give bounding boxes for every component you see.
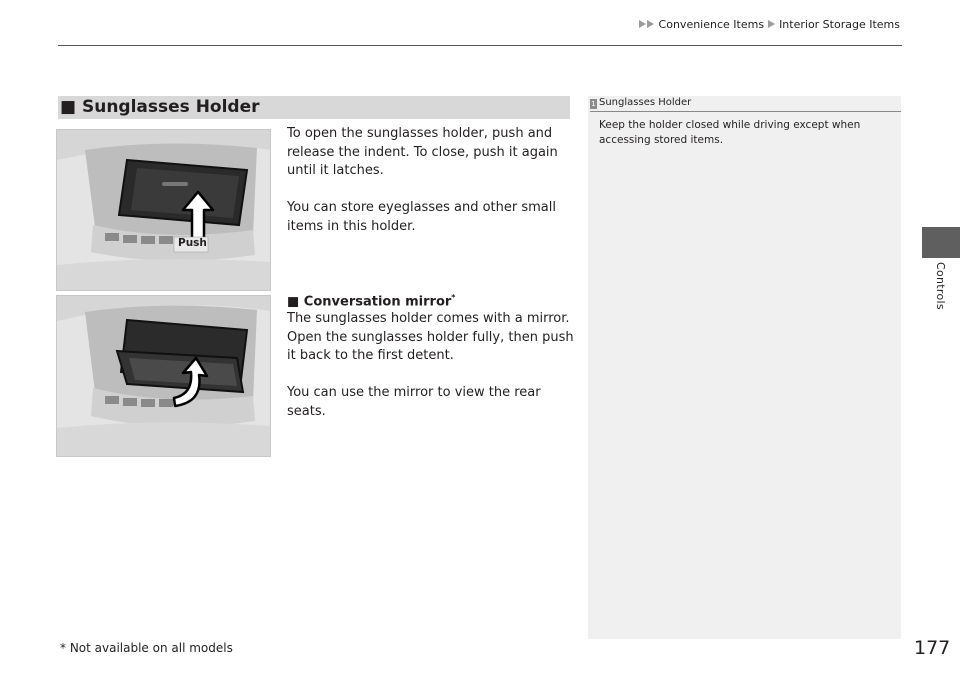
note-divider <box>590 111 901 112</box>
conversation-mirror-image <box>56 295 271 457</box>
holder-illustration <box>57 130 270 290</box>
mirror-illustration <box>57 296 270 456</box>
triangle-icon <box>639 20 646 28</box>
page-number: 177 <box>914 637 951 659</box>
breadcrumb <box>639 18 900 31</box>
mirror-use-paragraph: You can use the mirror to view the rear seats. <box>287 385 541 419</box>
footnote: * Not available on all models <box>60 641 233 655</box>
chapter-tab-label <box>922 262 960 322</box>
subsection-title-text: ■ Conversation mirror <box>287 294 452 310</box>
section-title: ■ Sunglasses Holder <box>60 97 260 117</box>
header-divider <box>58 45 902 46</box>
note-heading-text: Sunglasses Holder <box>599 97 692 108</box>
sunglasses-holder-push-image <box>56 129 271 291</box>
breadcrumb-item[interactable]: Interior Storage Items <box>779 18 900 31</box>
note-marker-icon: 1 <box>591 100 596 108</box>
availability-asterisk: * <box>451 293 456 302</box>
note-heading <box>590 97 691 109</box>
note-panel <box>588 96 901 639</box>
subsection-title <box>287 293 455 309</box>
breadcrumb-item[interactable]: Convenience Items <box>658 18 765 31</box>
chapter-tab-text: Controls <box>934 262 947 310</box>
mirror-paragraph: The sunglasses holder comes with a mirror. Open the sunglasses holder fully, then push it back to the first detent. <box>287 311 574 363</box>
storage-paragraph: You can store eyeglasses and other small items in this holder. <box>287 200 556 234</box>
note-text: Keep the holder closed while driving except when accessing stored items. <box>599 119 861 146</box>
push-callout: Push <box>178 237 207 249</box>
intro-paragraph: To open the sunglasses holder, push and release the indent. To close, push it again until it latches. <box>287 126 558 178</box>
chapter-tab-marker[interactable] <box>922 227 960 258</box>
triangle-icon <box>768 20 775 28</box>
triangle-icon <box>647 20 654 28</box>
